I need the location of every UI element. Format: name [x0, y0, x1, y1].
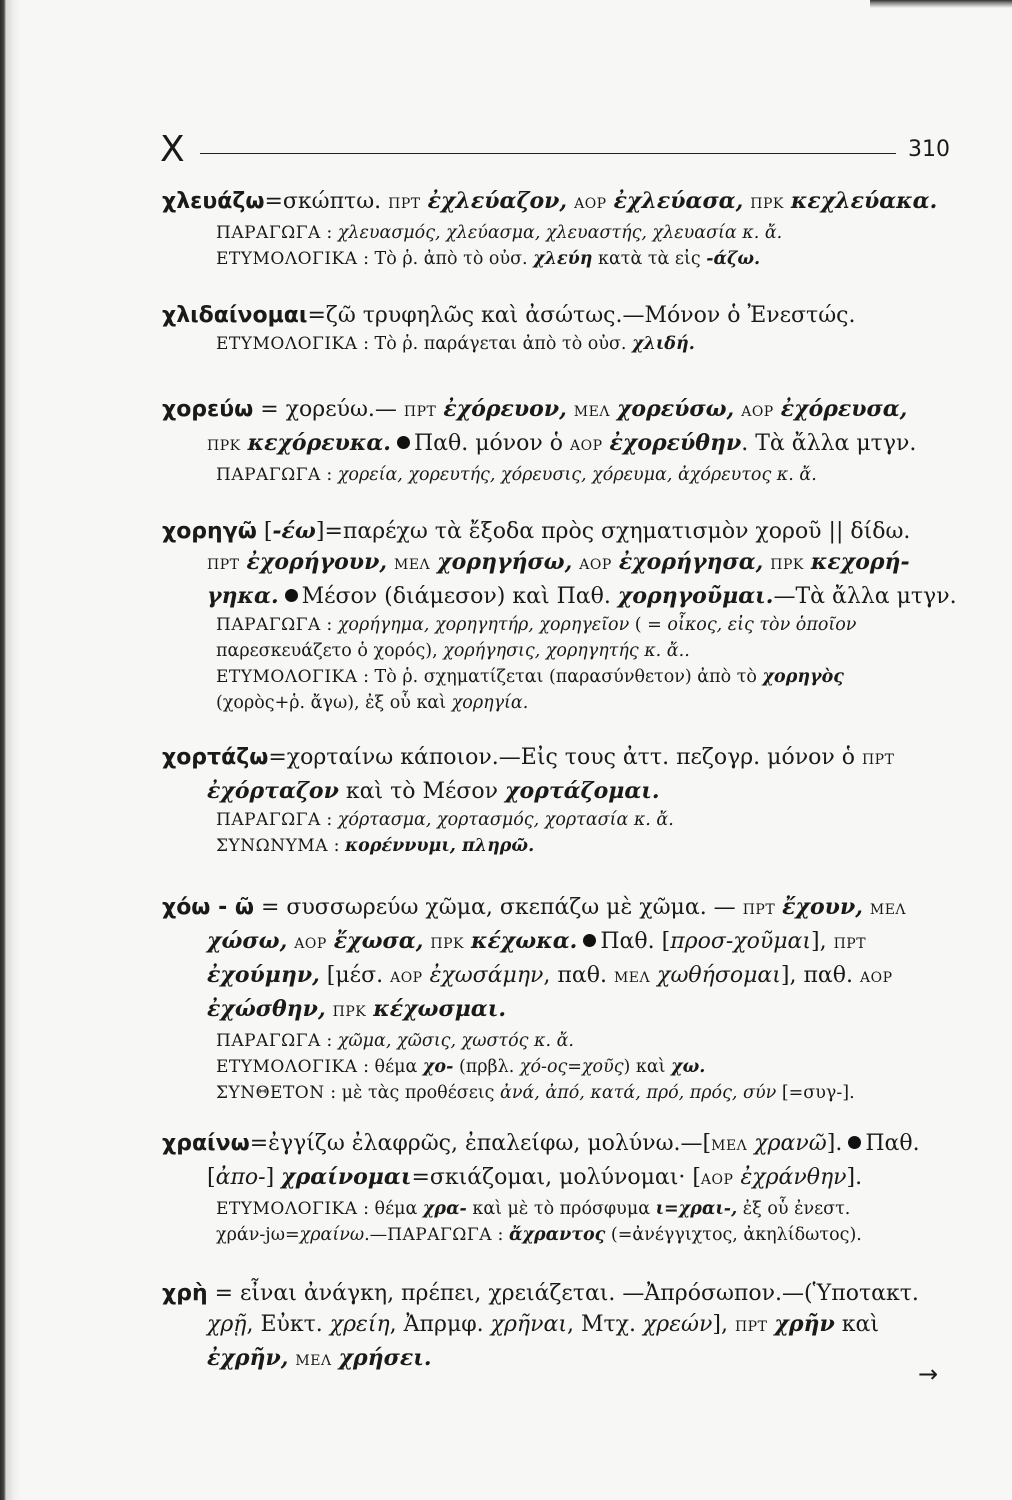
tense-abbr: ΑΟΡ	[294, 936, 327, 952]
verb-form: ἐχορεύθην	[609, 430, 742, 456]
definition-text: [μέσ.	[319, 963, 391, 988]
tense-abbr: ΠΡΤ	[207, 557, 240, 573]
spacer	[610, 397, 617, 422]
section-label: ΠΑΡΑΓΩΓΑ	[216, 465, 321, 485]
derivative-words: χόρτασμα, χορτασμός, χορτασία κ. ἄ.	[337, 810, 674, 830]
spacer	[327, 929, 334, 954]
entry-chorego	[162, 516, 957, 716]
definition-text: , Μτχ.	[566, 1312, 643, 1337]
entry-chortazo	[162, 742, 952, 859]
definition-text: ], παθ.	[780, 963, 861, 988]
section-label: ΠΑΡΑΓΩΓΑ	[216, 810, 321, 830]
prepositions: ἀνά, ἀπό, κατά, πρό, πρός, σύν	[500, 1083, 777, 1103]
tense-abbr: ΠΡΤ	[403, 404, 437, 420]
definition-text: =χορταίνω κάποιον.—Εἰς τους ἀττ. πεζογρ. μόνον ὁ	[268, 745, 862, 770]
tense-abbr: ΜΕΛ	[394, 557, 431, 573]
page-number: 310	[908, 137, 950, 162]
section-letter: Χ	[160, 129, 185, 170]
separator: :	[320, 615, 338, 635]
tense-abbr: ΑΟΡ	[741, 404, 774, 420]
etymology-text: καὶ μὲ τὸ πρόσφυμα	[466, 1199, 656, 1219]
etymology-text: (πρβλ.	[453, 1057, 520, 1077]
etymology-line	[162, 246, 952, 272]
spacer	[241, 431, 248, 456]
spacer	[326, 997, 333, 1022]
verb-form: ἐχορήγησα,	[618, 549, 764, 575]
root-word: χρα-	[422, 1199, 467, 1219]
root-word: χω.	[671, 1057, 706, 1077]
entry-lemma: χορηγῶ	[162, 519, 257, 544]
derivatives-line	[162, 1028, 952, 1054]
verb-form: ἐχούμην,	[207, 962, 320, 988]
section-label: ΕΤΥΜΟΛΟΓΙΚΑ	[216, 249, 358, 269]
verb-form: χραίνομαι	[281, 1164, 412, 1190]
entry-choo	[162, 892, 952, 1106]
verb-form: ἐχρῆν,	[207, 1345, 289, 1371]
definition-text: =σκώπτω.	[264, 189, 389, 214]
verb-form: κέχωσμαι.	[373, 996, 507, 1022]
spacer	[421, 189, 428, 214]
bullet-icon	[285, 589, 298, 602]
separator: :	[320, 223, 338, 243]
entry-line	[162, 776, 952, 807]
tense-abbr: ΠΡΤ	[833, 936, 867, 952]
entry-lemma: χλιδαίνομαι	[162, 303, 308, 328]
root-word: χό-ος=χοῦς	[519, 1057, 624, 1077]
section-label: ΕΤΥΜΟΛΟΓΙΚΑ	[216, 1057, 358, 1077]
definition-text: =ζῶ τρυφηλῶς καὶ ἀσώτως.—Μόνον ὁ Ἐνεστώς.	[307, 303, 856, 328]
entry-line	[162, 581, 957, 612]
verb-form-italic: χρεών	[642, 1312, 713, 1337]
definition-text: ],	[811, 929, 834, 954]
entry-lemma: χορτάζω	[162, 745, 269, 770]
entry-line	[162, 1128, 952, 1162]
bullet-icon	[397, 436, 410, 449]
etymology-line	[162, 331, 952, 357]
verb-form: χώσω,	[207, 928, 288, 954]
section-label: ΕΤΥΜΟΛΟΓΙΚΑ	[216, 667, 358, 687]
derivatives-line	[162, 638, 952, 664]
etymology-text: κατὰ τὰ εἰς	[592, 249, 707, 269]
root-word: χλεύη	[533, 249, 593, 269]
separator: :	[320, 465, 338, 485]
spacer	[607, 189, 614, 214]
definition-text: Παθ. [	[600, 929, 671, 954]
entry-chleuazo	[162, 186, 952, 272]
spacer	[332, 1346, 339, 1371]
section-label: ΣΥΝΘΕΤΟΝ	[216, 1083, 325, 1103]
verb-form: γηκα.	[207, 583, 279, 609]
tense-abbr: ΑΟΡ	[574, 196, 607, 212]
etymology-line	[162, 690, 952, 716]
verb-form: ἐχλεύαζον,	[427, 188, 568, 214]
entry-line	[162, 516, 952, 547]
entry-chre	[162, 1278, 952, 1377]
tense-abbr: ΜΕΛ	[573, 404, 610, 420]
section-label: ΠΑΡΑΓΩΓΑ	[216, 1031, 321, 1051]
verb-form: ἐχώσθην,	[207, 996, 326, 1022]
verb-form-bracket: ἐχράνθην	[740, 1165, 847, 1190]
root-word: χο-	[422, 1057, 454, 1077]
verb-form: χρήσει.	[338, 1345, 432, 1371]
etymology-text: : θέμα	[357, 1199, 423, 1219]
definition-text: = χορεύω.—	[253, 397, 404, 422]
derivative-note: οἶκος, εἰς τὸν ὁποῖον	[667, 615, 857, 635]
tense-abbr: ΑΟΡ	[390, 970, 423, 986]
etymology-line	[162, 1222, 952, 1248]
etymology-line	[162, 664, 952, 690]
entry-chraino	[162, 1128, 952, 1248]
etymology-text: (=ἀνέγγιχτος, ἀκηλίδωτος).	[605, 1225, 862, 1245]
definition-text: = συσσωρεύω χῶμα, σκεπάζω μὲ χῶμα. —	[254, 895, 743, 920]
verb-form: ἔχωσα,	[333, 928, 424, 954]
verb-form: χορηγήσω,	[437, 549, 573, 575]
section-label: ΣΥΝΩΝΥΜΑ	[216, 836, 328, 856]
compound-text: [=συγ-].	[776, 1083, 855, 1103]
entry-line	[162, 742, 952, 776]
header-rule	[200, 153, 896, 154]
verb-form: ἐχορήγουν,	[246, 549, 387, 575]
verb-form-bracket: προσ-χοῦμαι	[670, 929, 812, 954]
verb-form: κεχόρευκα.	[247, 430, 391, 456]
definition-text: Παθ. μόνον ὁ	[413, 431, 570, 456]
compound-text: : μὲ τὰς προθέσεις	[324, 1083, 501, 1103]
tense-abbr: ΠΡΚ	[430, 936, 464, 952]
definition-text: . Τὰ ἄλλα μτγν.	[741, 431, 917, 456]
tense-abbr: ΠΡΚ	[750, 196, 784, 212]
verb-form-italic: χρῆναι	[490, 1312, 567, 1337]
definition-text: =ἐγγίζω ἐλαφρῶς, ἐπαλείφω, μολύνω.—[	[249, 1131, 712, 1156]
entry-line	[162, 1309, 952, 1343]
entry-line	[162, 300, 952, 331]
entry-lemma: χρὴ	[162, 1281, 208, 1306]
derivative-words: χῶμα, χῶσις, χωστός κ. ἄ.	[337, 1031, 574, 1051]
definition-text: ]	[265, 1165, 282, 1190]
verb-form: ἐχόρευσα,	[780, 396, 908, 422]
verb-form: ἐχλεύασα,	[613, 188, 744, 214]
bullet-icon	[848, 1136, 861, 1149]
tense-abbr: ΜΕΛ	[711, 1138, 748, 1154]
definition-text: [	[207, 1165, 216, 1190]
separator: :	[491, 1225, 509, 1245]
entry-line	[162, 186, 952, 220]
entry-line	[162, 1343, 952, 1377]
verb-form: κεχλεύακα.	[790, 188, 938, 214]
definition-text: Παθ.	[865, 1131, 920, 1156]
prefix: ἀπο-	[215, 1165, 266, 1190]
synonym-words: κορέννυμι, πληρῶ.	[345, 836, 535, 856]
entry-lemma: χορεύω	[162, 397, 254, 422]
entry-line	[162, 960, 952, 994]
spacer	[603, 431, 610, 456]
tense-abbr: ΑΟΡ	[700, 1172, 734, 1188]
tense-abbr: ΠΡΚ	[332, 1004, 367, 1020]
spacer	[387, 550, 394, 575]
verb-form-italic: χρῇ	[207, 1312, 247, 1337]
definition-text: ]=παρέχω τὰ ἔξοδα πρὸς σχηματισμὸν χοροῦ || δίδω.	[315, 519, 911, 544]
section-label: ΕΤΥΜΟΛΟΓΙΚΑ	[216, 1199, 358, 1219]
derivatives-line	[162, 807, 952, 833]
entry-line	[162, 926, 952, 960]
spacer	[774, 397, 781, 422]
derivative-words: χορήγημα, χορηγητήρ, χορηγεῖον	[337, 615, 630, 635]
entry-line	[162, 994, 952, 1028]
root-word: χλιδή.	[632, 334, 695, 354]
scan-top-edge	[870, 0, 1012, 8]
entry-line	[162, 394, 952, 428]
spacer	[464, 929, 471, 954]
spacer	[612, 550, 619, 575]
spacer	[567, 397, 574, 422]
etymology-text: .—	[364, 1225, 388, 1245]
tense-abbr: ΑΟΡ	[579, 557, 612, 573]
etymology-text: : Τὸ ῥ. παράγεται ἀπὸ τὸ οὐσ.	[357, 334, 633, 354]
derivative-words: χορεία, χορευτής, χόρευσις, χόρευμα, ἀχόρευτος κ. ἄ.	[337, 465, 817, 485]
section-label: ΕΤΥΜΟΛΟΓΙΚΑ	[216, 334, 358, 354]
etymology-text: ἐξ οὗ ἐνεστ.	[737, 1199, 851, 1219]
entry-line	[162, 1162, 952, 1196]
verb-form: ἐχόρευον,	[443, 396, 567, 422]
etymology-text: : θέμα	[357, 1057, 423, 1077]
section-label: ΠΑΡΑΓΩΓΑ	[216, 615, 321, 635]
verb-form-bracket: χωθήσομαι	[657, 963, 781, 988]
tense-abbr: ΠΡΤ	[861, 752, 895, 768]
verb-form: χρῆν	[774, 1311, 835, 1337]
tense-abbr: ΠΡΚ	[770, 557, 804, 573]
definition-text: , Ἀπρμφ.	[389, 1312, 491, 1337]
section-label: ΠΑΡΑΓΩΓΑ	[216, 223, 321, 243]
root-word: ι=χραι-,	[655, 1199, 738, 1219]
entry-lemma: χόω - ῶ	[162, 895, 254, 920]
page-header	[160, 130, 950, 170]
synonyms-line	[162, 833, 952, 859]
compound-line	[162, 1080, 952, 1106]
verb-form-bracket: ἐχωσάμην	[429, 963, 544, 988]
derivative-words: ἄχραντος	[509, 1225, 606, 1245]
etymology-line	[162, 1054, 952, 1080]
etymology-text: : Τὸ ῥ. σχηματίζεται (παρασύνθετον) ἀπὸ τὸ	[357, 667, 763, 687]
section-label: ΠΑΡΑΓΩΓΑ	[387, 1225, 492, 1245]
tense-abbr: ΜΕΛ	[295, 1353, 332, 1369]
verb-form-bracket: χρανῶ	[754, 1131, 827, 1156]
entry-line	[162, 428, 952, 462]
derivative-note: παρεσκευάζετο ὁ χορός),	[216, 641, 444, 661]
root-word: χορηγὸς	[762, 667, 844, 687]
spacer	[863, 895, 870, 920]
root-word: χορηγία.	[451, 693, 529, 713]
definition-text: Μέσον (διάμεσον) καὶ Παθ.	[301, 584, 618, 609]
definition-text: ].	[826, 1131, 843, 1156]
etymology-text: (χορὸς+ῥ. ἄγω), ἐξ οὗ καὶ	[216, 693, 452, 713]
spacer	[804, 550, 811, 575]
scan-binding-edge	[0, 0, 22, 1500]
entry-chlidainomai	[162, 300, 952, 357]
spacer	[784, 189, 791, 214]
definition-text: καὶ τὸ Μέσον	[338, 779, 506, 804]
separator: :	[320, 810, 338, 830]
definition-text: ],	[712, 1312, 735, 1337]
verb-form: ἐχόρταζον	[207, 778, 339, 804]
entry-choreuo	[162, 394, 952, 488]
derivatives-line	[162, 612, 952, 638]
etymology-line	[162, 1196, 952, 1222]
definition-text: καὶ	[834, 1312, 880, 1337]
etymology-text: ) καὶ	[623, 1057, 672, 1077]
etymology-text: χράν-jω=	[216, 1225, 300, 1245]
verb-form: ἔχουν,	[782, 894, 863, 920]
entry-line	[162, 547, 952, 581]
tense-abbr: ΜΕΛ	[869, 902, 907, 918]
definition-text: , παθ.	[543, 963, 614, 988]
tense-abbr: ΜΕΛ	[613, 970, 651, 986]
definition-text: = εἶναι ἀνάγκη, πρέπει, χρειάζεται. —Ἀπρόσωπον.—(Ὑποτακτ.	[207, 1281, 919, 1306]
spacer	[423, 963, 430, 988]
verb-form-italic: χρείη	[329, 1312, 390, 1337]
entry-lemma: χραίνω	[162, 1131, 250, 1156]
entry-lemma: χλευάζω	[162, 189, 265, 214]
tense-abbr: ΠΡΤ	[734, 1319, 768, 1335]
tense-abbr: ΑΟΡ	[570, 438, 603, 454]
definition-text: —Τὰ ἄλλα μτγν.	[773, 584, 957, 609]
verb-form: χορτάζομαι.	[505, 778, 660, 804]
separator: ( =	[629, 615, 668, 635]
entry-line	[162, 1278, 952, 1309]
tense-abbr: ΠΡΤ	[742, 902, 776, 918]
definition-text: ].	[846, 1165, 863, 1190]
derivative-words: χλευασμός, χλεύασμα, χλευαστής, χλευασία κ. ἄ.	[337, 223, 783, 243]
verb-form: κεχορή-	[810, 549, 910, 575]
derivative-words: χορήγησις, χορηγητής κ. ἄ..	[443, 641, 690, 661]
etymology-text: : Τὸ ῥ. ἀπὸ τὸ οὐσ.	[357, 249, 534, 269]
definition-text: =σκιάζομαι, μολύνομαι· [	[411, 1165, 701, 1190]
continue-arrow-icon: →	[918, 1360, 939, 1388]
bullet-icon	[583, 934, 596, 947]
tense-abbr: ΠΡΤ	[388, 196, 421, 212]
separator: :	[328, 836, 346, 856]
ending: -έω	[272, 518, 316, 544]
entry-line	[162, 892, 952, 926]
definition-text: [	[256, 519, 273, 544]
verb-form: κέχωκα.	[470, 928, 578, 954]
separator: :	[320, 1031, 338, 1051]
definition-text: , Εὐκτ.	[246, 1312, 330, 1337]
tense-abbr: ΠΡΚ	[207, 438, 241, 454]
derivatives-line	[162, 220, 952, 246]
suffix: -άζω.	[706, 249, 761, 269]
verb-form: χορηγοῦμαι.	[617, 583, 774, 609]
root-word: χραίνω	[299, 1225, 365, 1245]
verb-form: χορεύσω,	[616, 396, 735, 422]
derivatives-line	[162, 462, 952, 488]
tense-abbr: ΑΟΡ	[860, 970, 893, 986]
